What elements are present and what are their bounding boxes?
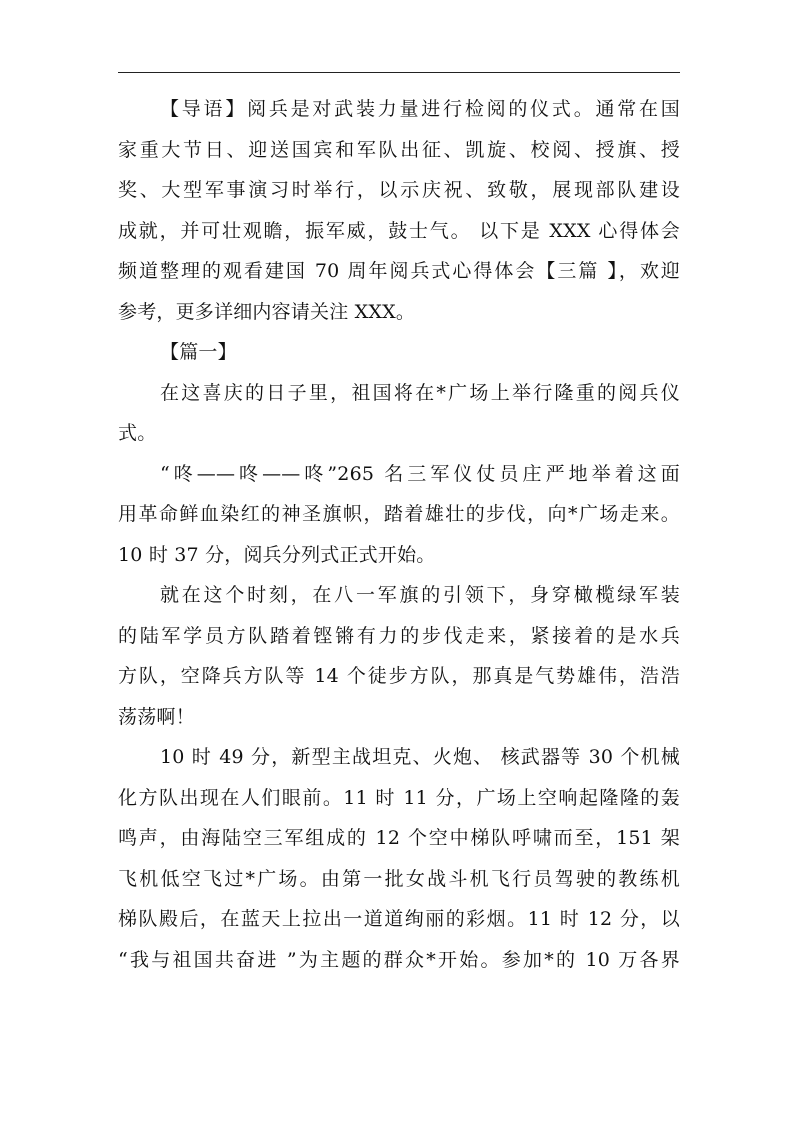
text-line: 在这喜庆的日子里，祖国将在*广场上举行隆重的阅兵仪 (160, 381, 680, 404)
text-line: 奖、大型军事演习时举行，以示庆祝、致敬，展现部队建设 (118, 179, 680, 201)
header-rule (118, 72, 680, 73)
text-line: 就在这个时刻，在八一军旗的引领下，身穿橄榄绿军装 (160, 584, 680, 606)
text-line: 的陆军学员方队踏着铿锵有力的步伐走来，紧接着的是水兵 (118, 624, 680, 647)
text-line: 鸣声，由海陆空三军组成的 12 个空中梯队呼啸而至，151 架 (118, 827, 680, 849)
text-line: “咚——咚——咚”265 名三军仪仗员庄严地举着这面 (160, 462, 680, 485)
text-line: 【篇一】 (160, 341, 237, 363)
text-line: 频道整理的观看建国 70 周年阅兵式心得体会【三篇 】，欢迎 (118, 260, 680, 282)
text-line: 方队，空降兵方队等 14 个徒步方队，那真是气势雄伟，浩浩 (118, 665, 680, 687)
text-line: 10 时 49 分，新型主战坦克、火炮、 核武器等 30 个机械 (160, 746, 680, 768)
text-line: “我与祖国共奋进 ”为主题的群众*开始。参加*的 10 万各界 (118, 948, 680, 971)
text-line: 式。 (118, 422, 157, 444)
text-line: 飞机低空飞过*广场。由第一批女战斗机飞行员驾驶的教练机 (118, 867, 680, 890)
document-body (118, 89, 680, 980)
text-line: 【导语】阅兵是对武装力量进行检阅的仪式。通常在国 (160, 98, 680, 120)
text-line: 成就，并可壮观瞻，振军威，鼓士气。 以下是 XXX 心得体会 (118, 219, 680, 242)
text-line: 10 时 37 分，阅兵分列式正式开始。 (118, 543, 436, 566)
text-line: 参考，更多详细内容请关注 XXX。 (118, 300, 416, 323)
text-line: 用革命鲜血染红的神圣旗帜，踏着雄壮的步伐，向*广场走来。 (118, 503, 680, 525)
text-line: 家重大节日、迎送国宾和军队出征、凯旋、校阅、授旗、授 (118, 138, 680, 161)
text-line: 荡荡啊！ (118, 705, 195, 728)
text-line: 化方队出现在人们眼前。11 时 11 分，广场上空响起隆隆的轰 (118, 786, 680, 809)
text-line: 梯队殿后，在蓝天上拉出一道道绚丽的彩烟。11 时 12 分，以 (118, 908, 680, 930)
